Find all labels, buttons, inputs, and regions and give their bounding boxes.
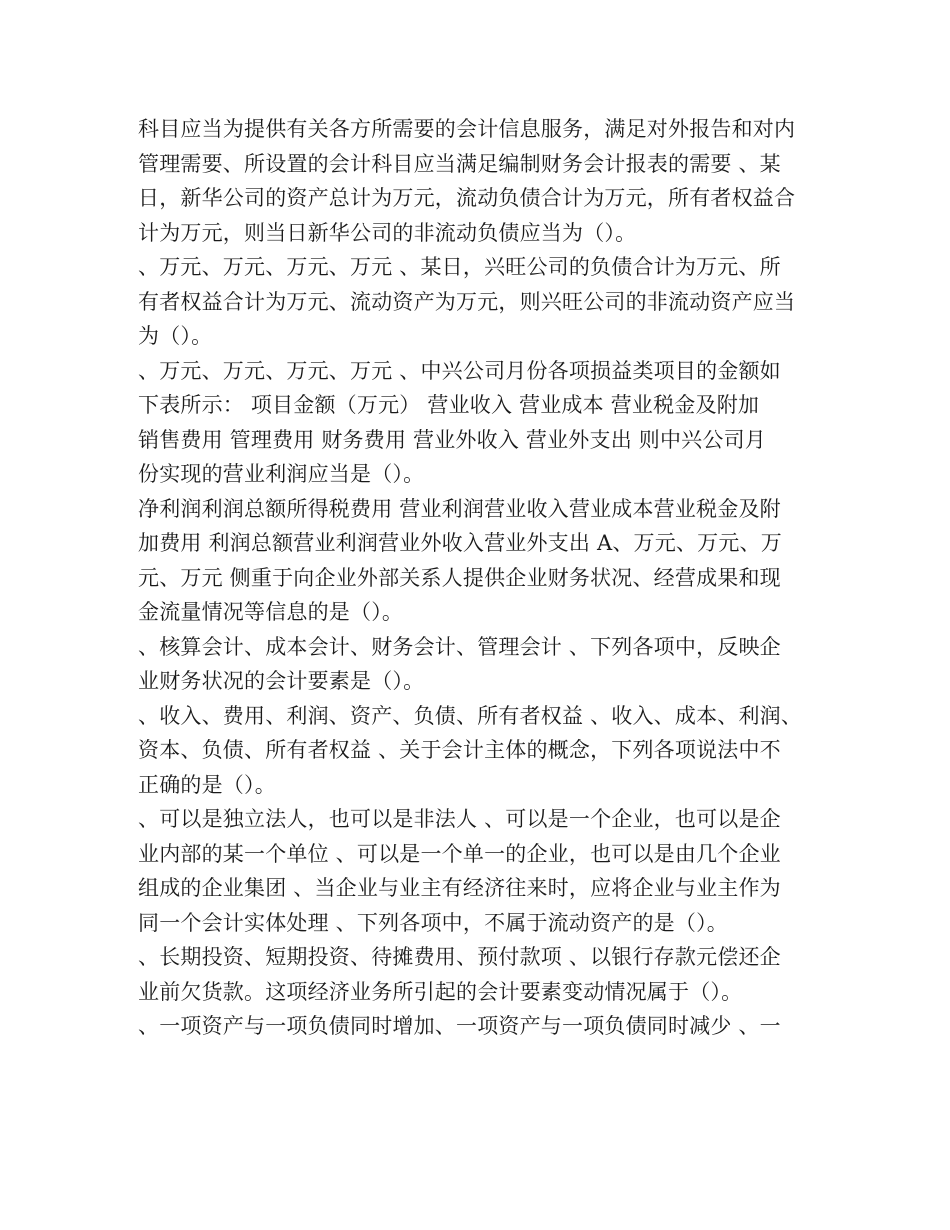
text-line: 为（）。 bbox=[138, 324, 213, 348]
text-line: 、核算会计、成本会计、财务会计、管理会计 、下列各项中，反映企 bbox=[138, 634, 781, 659]
text-line: 科目应当为提供有关各方所需要的会计信息服务，满足对外报告和对内 bbox=[138, 117, 796, 141]
text-line: 加费用 利润总额营业利润营业外收入营业外支出 A、万元、万元、万 bbox=[138, 531, 782, 555]
text-line: 业内部的某一个单位 、可以是一个单一的企业，也可以是由几个企业 bbox=[138, 841, 781, 866]
text-line: 下表所示： 项目金额（万元） 营业收入 营业成本 营业税金及附加 bbox=[138, 393, 760, 417]
text-line: 有者权益合计为万元、流动资产为万元，则兴旺公司的非流动资产应当 bbox=[138, 289, 796, 314]
text-line: 业前欠货款。这项经济业务所引起的会计要素变动情况属于（）。 bbox=[138, 979, 743, 1004]
text-line: 、长期投资、短期投资、待摊费用、预付款项 、以银行存款元偿还企 bbox=[138, 945, 781, 969]
text-line: 元、万元 侧重于向企业外部关系人提供企业财务状况、经营成果和现 bbox=[138, 565, 781, 590]
text-line: 管理需要、所设置的会计科目应当满足编制财务会计报表的需要 、某 bbox=[138, 151, 781, 176]
text-line: 份实现的营业利润应当是（）。 bbox=[138, 462, 425, 486]
text-line: 、可以是独立法人，也可以是非法人 、可以是一个企业，也可以是企 bbox=[138, 807, 781, 831]
text-line: 同一个会计实体处理 、下列各项中，不属于流动资产的是（）。 bbox=[138, 910, 728, 935]
text-line: 资本、负债、所有者权益 、关于会计主体的概念，下列各项说法中不 bbox=[138, 738, 781, 762]
text-line: 金流量情况等信息的是（）。 bbox=[138, 600, 404, 624]
text-line: 销售费用 管理费用 财务费用 营业外收入 营业外支出 则中兴公司月 bbox=[138, 427, 766, 452]
text-line: 日，新华公司的资产总计为万元，流动负债合计为万元，所有者权益合 bbox=[138, 186, 796, 210]
text-line: 组成的企业集团 、当企业与业主有经济往来时，应将企业与业主作为 bbox=[138, 876, 781, 900]
text-line: 、万元、万元、万元、万元 、某日，兴旺公司的负债合计为万元、所 bbox=[138, 255, 781, 279]
text-line: 、一项资产与一项负债同时增加、一项资产与一项负债同时减少 、一 bbox=[138, 1014, 781, 1038]
text-line: 计为万元，则当日新华公司的非流动负债应当为（）。 bbox=[138, 220, 637, 245]
text-line: 、收入、费用、利润、资产、负债、所有者权益 、收入、成本、利润、 bbox=[138, 703, 803, 728]
text-line: 、万元、万元、万元、万元 、中兴公司月份各项损益类项目的金额如 bbox=[138, 358, 781, 383]
text-line: 正确的是（）。 bbox=[138, 772, 276, 797]
document-body bbox=[138, 112, 828, 1044]
text-line: 业财务状况的会计要素是（）。 bbox=[138, 669, 425, 693]
text-line: 净利润利润总额所得税费用 营业利润营业收入营业成本营业税金及附 bbox=[138, 496, 781, 521]
